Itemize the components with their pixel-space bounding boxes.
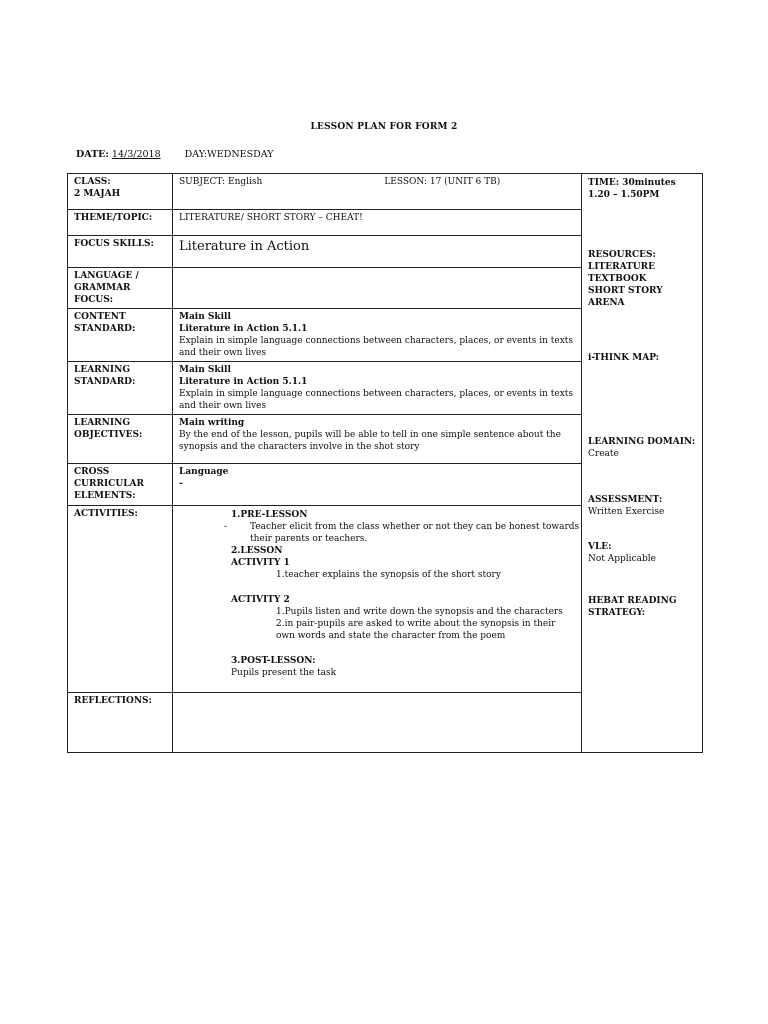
activity2-item2: 2.in pair-pupils are asked to write about the synopsis in their own words and state the character from the poem xyxy=(276,619,556,641)
learning-standard-line3: Explain in simple language connections between characters, places, or events in texts and their own lives xyxy=(179,389,574,411)
sidebar-cell xyxy=(582,174,703,753)
cross-curricular-line1: Language xyxy=(179,467,229,477)
reflections-value xyxy=(173,693,582,753)
class-value: 2 MAJAH xyxy=(74,189,121,199)
learning-domain-value: Create xyxy=(588,449,619,459)
content-standard-line1: Main Skill xyxy=(179,312,231,322)
page-title: LESSON PLAN FOR FORM 2 xyxy=(310,122,458,132)
hebat-reading-label: HEBAT READING STRATEGY: xyxy=(588,596,677,618)
focus-label: FOCUS SKILLS: xyxy=(68,236,173,268)
learning-domain-label: LEARNING DOMAIN: xyxy=(588,437,696,447)
activity1-item: 1.teacher explains the synopsis of the short story xyxy=(276,570,501,580)
date-row xyxy=(76,149,273,160)
resources-text: LITERATURE TEXTBOOK SHORT STORY ARENA xyxy=(588,262,663,308)
vle-value: Not Applicable xyxy=(588,554,656,564)
focus-value: Literature in Action xyxy=(173,236,582,268)
learning-standard-line1: Main Skill xyxy=(179,365,231,375)
language-value xyxy=(173,268,582,309)
lesson-text: LESSON: 17 (UNIT 6 TB) xyxy=(384,177,501,187)
language-label: LANGUAGE / GRAMMAR FOCUS: xyxy=(68,268,173,309)
lesson-heading: 2.LESSON xyxy=(231,546,283,556)
activities-label: ACTIVITIES: xyxy=(68,506,173,693)
activities-cell xyxy=(173,506,582,693)
learning-standard-label: LEARNING STANDARD: xyxy=(68,362,173,415)
subject-text: SUBJECT: English xyxy=(179,177,263,187)
subject-lesson-cell xyxy=(173,174,582,210)
objectives-cell xyxy=(173,415,582,464)
post-lesson-heading: 3.POST-LESSON: xyxy=(231,656,316,666)
assessment-label: ASSESSMENT: xyxy=(588,495,663,505)
assessment-value: Written Exercise xyxy=(588,507,665,517)
pre-lesson-text: Teacher elicit from the class whether or not they can be honest towards their parents or teachers. xyxy=(250,522,580,544)
activity2-heading: ACTIVITY 2 xyxy=(231,595,290,605)
vle-label: VLE: xyxy=(588,542,612,552)
objectives-line1: Main writing xyxy=(179,418,245,428)
reflections-label: REFLECTIONS: xyxy=(68,693,173,753)
cross-curricular-cell xyxy=(173,464,582,506)
content-standard-cell xyxy=(173,309,582,362)
cross-curricular-line2: - xyxy=(179,479,183,489)
time-label: TIME: 30minutes xyxy=(588,178,676,188)
post-lesson-text: Pupils present the task xyxy=(231,668,337,678)
date-label: DATE: xyxy=(76,149,109,160)
time-range: 1.20 – 1.50PM xyxy=(588,190,660,200)
learning-standard-line2: Literature in Action 5.1.1 xyxy=(179,377,308,387)
content-standard-line2: Literature in Action 5.1.1 xyxy=(179,324,308,334)
pre-lesson-heading: 1.PRE-LESSON xyxy=(231,510,308,520)
class-cell xyxy=(68,174,173,210)
activity2-item1: 1.Pupils listen and write down the synopsis and the characters xyxy=(276,607,563,617)
bullet-dash: - xyxy=(224,522,228,532)
resources-label: RESOURCES: xyxy=(588,250,656,260)
content-standard-line3: Explain in simple language connections between characters, places, or events in texts and their own lives xyxy=(179,336,574,358)
lesson-plan-table xyxy=(67,173,703,753)
theme-label: THEME/TOPIC: xyxy=(68,210,173,236)
content-standard-label: CONTENT STANDARD: xyxy=(68,309,173,362)
day-text: DAY:WEDNESDAY xyxy=(184,149,274,160)
theme-value: LITERATURE/ SHORT STORY – CHEAT! xyxy=(173,210,582,236)
cross-curricular-label: CROSS CURRICULAR ELEMENTS: xyxy=(68,464,173,506)
objectives-line2: By the end of the lesson, pupils will be able to tell in one simple sentence about the synopsis and the characters involve in the shot story xyxy=(179,430,561,452)
activity1-heading: ACTIVITY 1 xyxy=(231,558,290,568)
class-label: CLASS: xyxy=(74,177,111,187)
date-value: 14/3/2018 xyxy=(111,149,161,160)
objectives-label: LEARNING OBJECTIVES: xyxy=(68,415,173,464)
ithink-map-label: i-THINK MAP: xyxy=(588,353,659,363)
learning-standard-cell xyxy=(173,362,582,415)
